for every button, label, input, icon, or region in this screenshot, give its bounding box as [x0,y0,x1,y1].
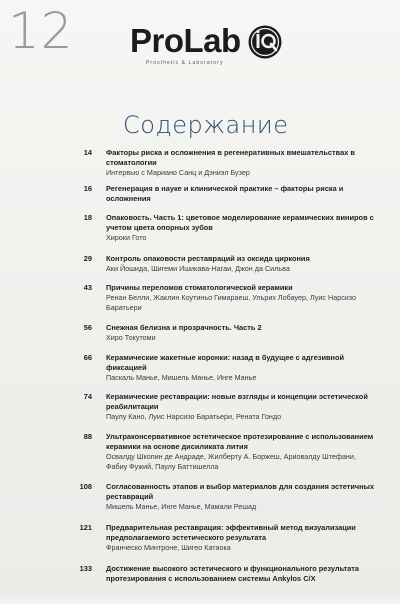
logo-tagline: Prosthetic & Laboratory [146,60,224,66]
toc-entry-title: Причины переломов стоматологической керамики [106,283,293,292]
toc-entry-authors: Паулу Кано, Луис Нарсизо Баратьери, Рената Гондо [106,412,282,421]
toc-page-number: 16 [83,184,92,193]
toc-entry-title: Опаковость. Часть 1: цветовое моделирование керамических виниров с учетом цвета опорных зубов [106,213,374,232]
toc-entry-authors: Интервью с Мариано Санц и Дэниэл Бузер [106,168,250,177]
toc-entry-title: Снежная белизна и прозрачность. Часть 2 [106,323,262,332]
toc-entry-authors: Хиро Токутоми [106,333,156,342]
toc-entry-title: Регенерация в науке и клинической практике – факторы риска и осложнения [106,184,344,203]
toc-page-number: 66 [83,353,92,362]
toc-page-number: 133 [79,564,92,573]
toc-entry [62,482,382,522]
toc-entry-title: Керамические реставрации: новые взгляды и концепции эстетической реабилитации [106,392,368,411]
toc-entry [62,392,382,432]
toc-entry [62,213,382,253]
toc-entry [62,353,382,393]
toc-heading: Содержание [123,111,289,139]
prolab-logo [130,22,290,72]
iq-emblem-icon [247,24,283,60]
toc-entry-authors: Освалду Шкопин де Андраде, Жилберту А. Боржеш, Ариовалду Штефани, Фабиу Фужий, Паулу Баттишелла [106,452,356,471]
toc-entry-authors: Мишель Манье, Инге Манье, Мамали Решад [106,502,257,511]
toc-entry-title: Предварительная реставрация: эффективный метод визуализации предполагаемого эстетического результата [106,523,356,542]
toc-page-number: 56 [83,323,92,332]
toc-entry-title: Керамические жакетные коронки: назад в будущее с адгезивной фиксацией [106,353,345,372]
toc-entry-authors: Хироки Гото [106,233,147,242]
toc-page-number: 74 [83,392,92,401]
toc-page-number: 14 [83,148,92,157]
logo-wordmark: ProLab [130,22,241,59]
toc-entry-authors: Аки Йошида, Шигеми Ишикава-Нагаи, Джон да Сильва [106,264,290,273]
toc-entry [62,148,382,188]
toc-entry-authors: Франческо Минтроне, Шигео Катаока [106,543,231,552]
issue-number: 12 [8,2,74,60]
toc-entry-title: Контроль опаковости реставраций из оксида циркония [106,254,310,263]
toc-entry-title: Согласованность этапов и выбор материалов для создания эстетичных реставраций [106,482,375,501]
toc-entry [62,432,382,472]
toc-entry-title: Факторы риска и осложнения в регенеративных вмешательствах в стоматологии [106,148,355,167]
toc-page-number: 29 [83,254,92,263]
toc-page-number: 43 [83,283,92,292]
toc-entry [62,564,382,604]
toc-page-number: 121 [79,523,92,532]
toc-page-number: 108 [79,482,92,491]
toc-entry [62,523,382,563]
toc-page-number: 88 [83,432,92,441]
toc-entry-title: Достижение высокого эстетического и функционального результата протезирования с использованием системы Ankylos C/X [106,564,359,583]
toc-entry-authors: Паскаль Манье, Мишель Манье, Инге Манье [106,373,257,382]
toc-entry-authors: Ренан Белли, Жаклин Коутиньо Гимараеш, Ульрих Лобауер, Луис Нарсизо Баратьери [106,293,357,312]
toc-entry-title: Ультраконсервативное эстетическое протезирование с использованием керамики на основе дисиликата лития [106,432,374,451]
toc-entry [62,283,382,323]
toc-page-number: 18 [83,213,92,222]
